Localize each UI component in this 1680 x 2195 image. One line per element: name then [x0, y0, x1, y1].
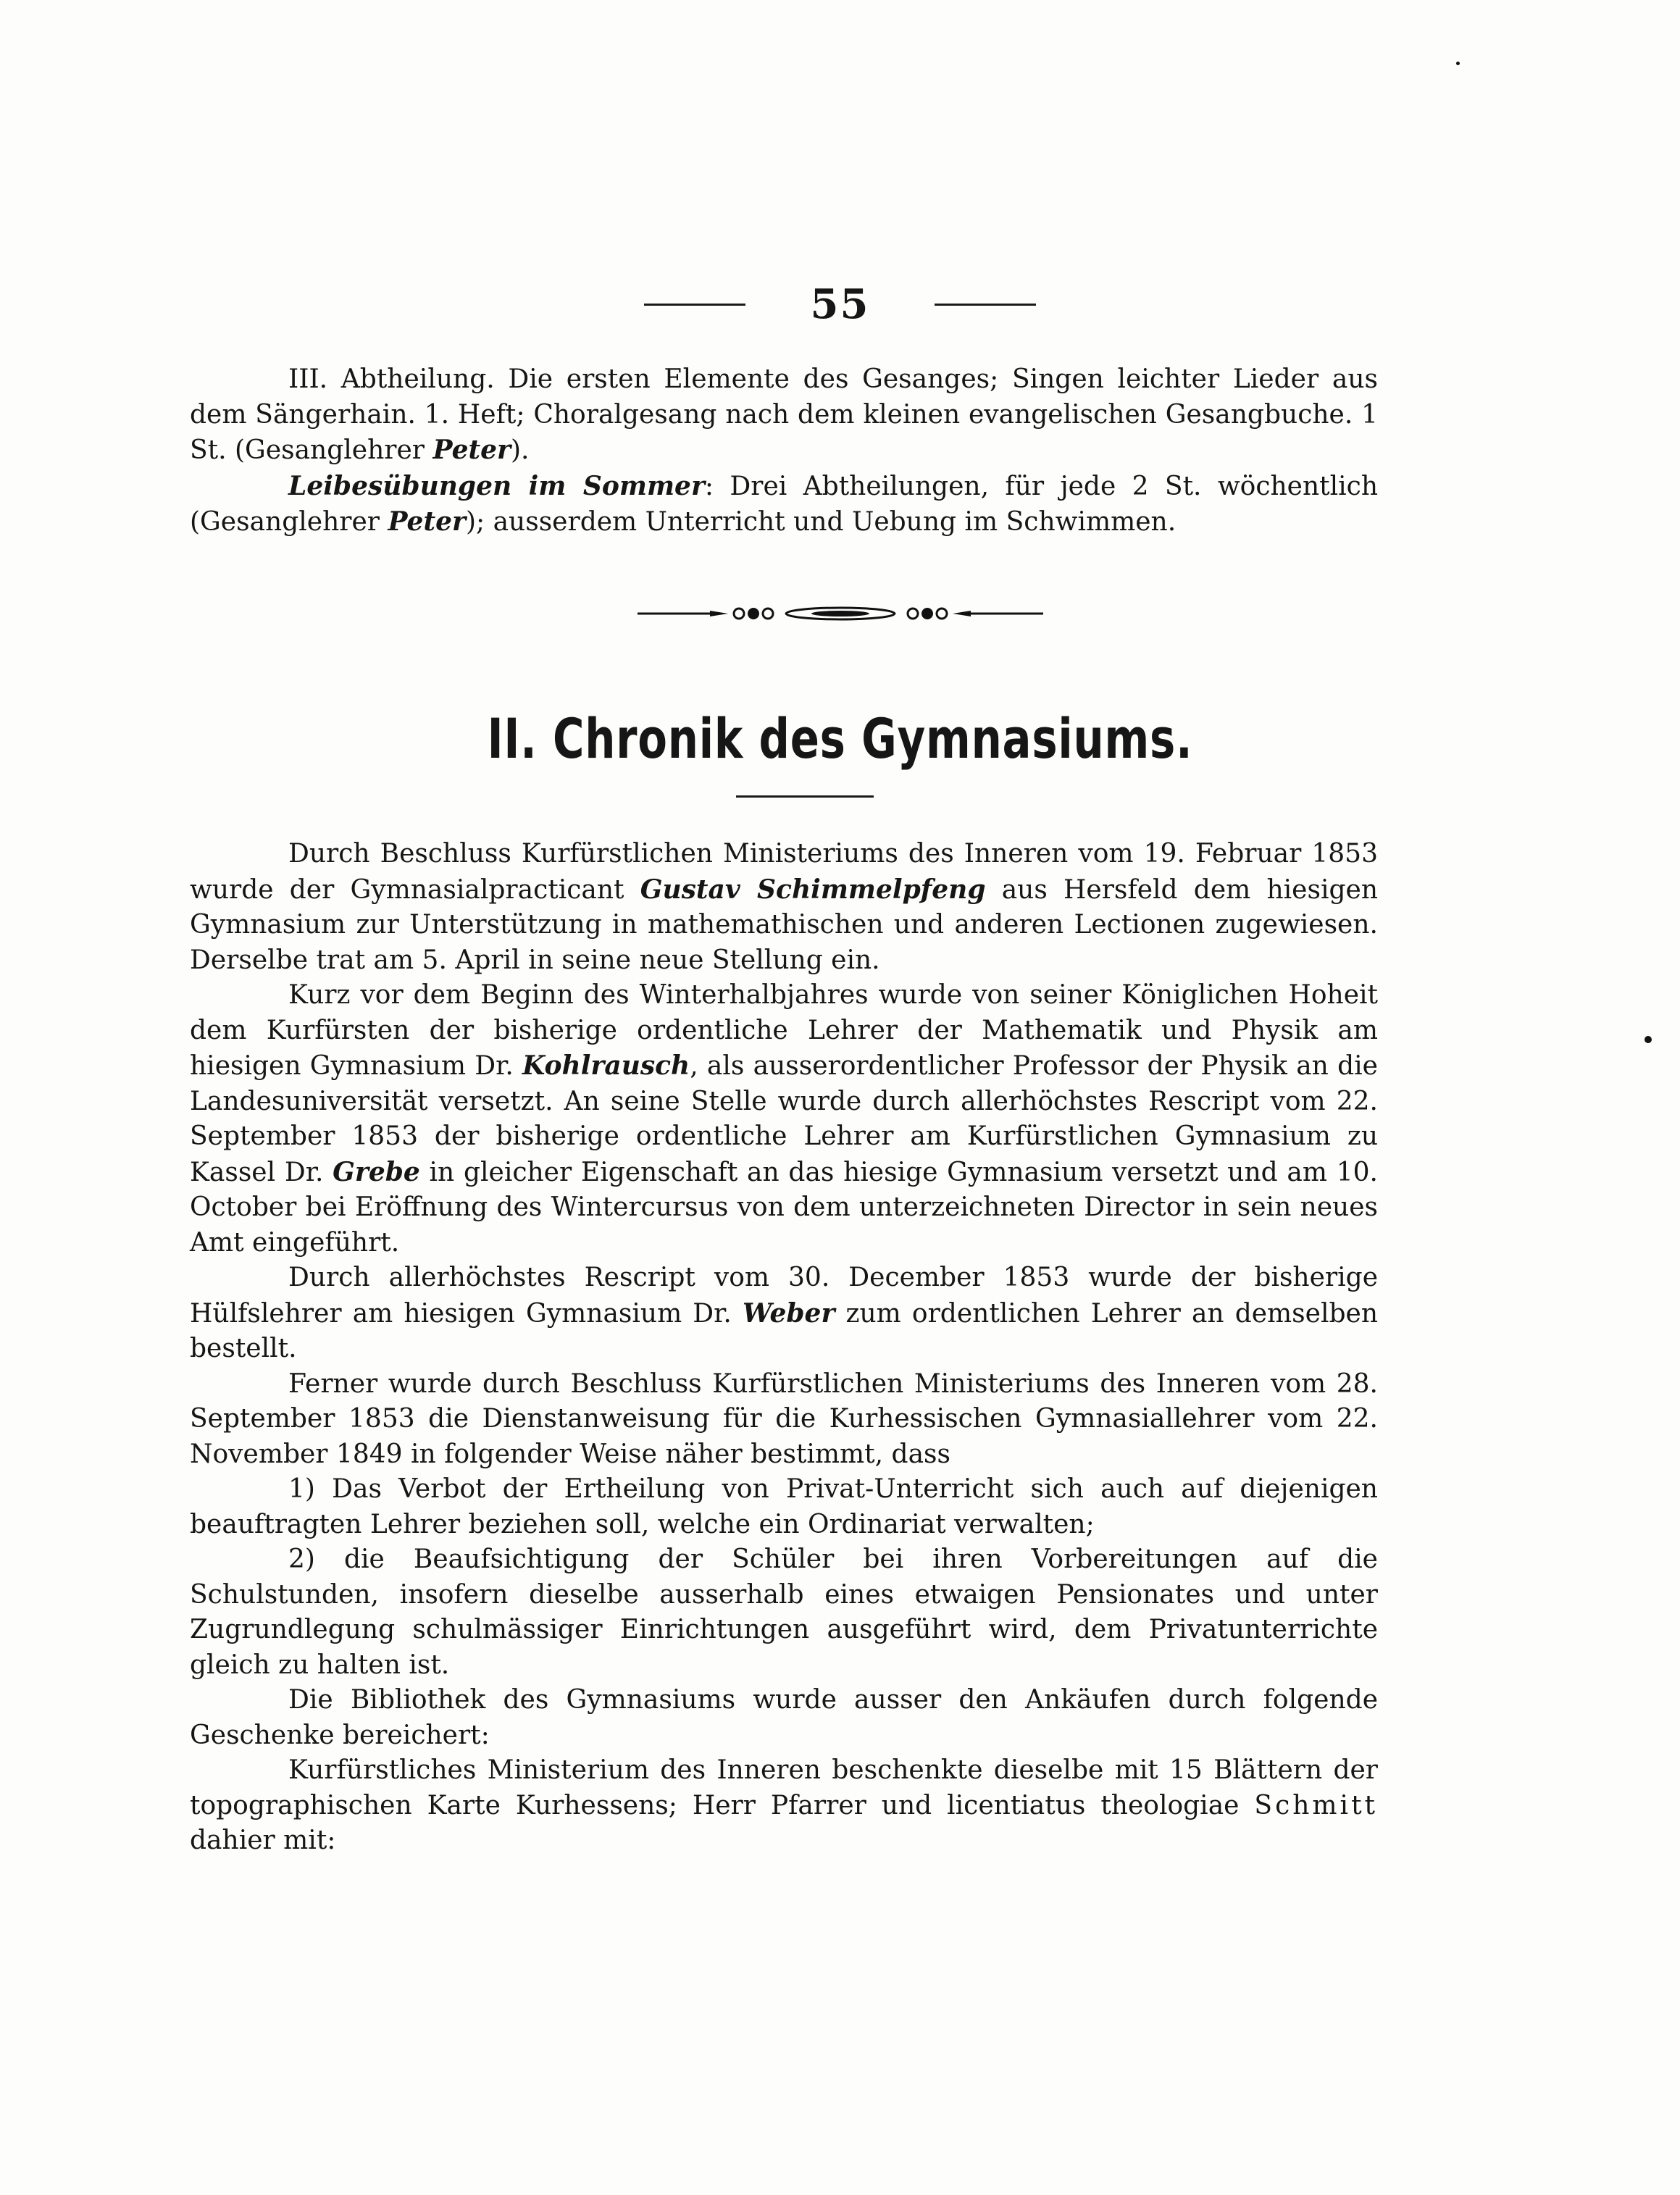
ornament-divider — [638, 603, 1043, 624]
chronicle-paragraph: Durch allerhöchstes Rescript vom 30. December 1853 wurde der bisherige Hülfslehrer am hiesigen Gymnasium Dr. Weber zum ordentlichen Lehrer an demselben bestellt. — [190, 1263, 1379, 1363]
chronicle-paragraph: Kurfürstliches Ministerium des Inneren beschenkte dieselbe mit 15 Blättern der topographischen Karte Kurhessens; Herr Pfarrer und licentiatus theologiae Schmitt dahier mit: — [190, 1755, 1378, 1855]
person-name: Grebe — [333, 1156, 420, 1187]
section-title: II. Chronik des Gymnasiums. — [487, 706, 1193, 771]
teacher-name: Peter — [388, 506, 466, 537]
sports-paragraph: Leibesübungen im Sommer: Drei Abtheilungen, für jede 2 St. wöchentlich (Gesanglehrer Peter); ausserdem Unterricht und Uebung im Schwimmen. — [190, 470, 1379, 537]
sports-label: Leibesübungen im Sommer — [288, 470, 705, 501]
title-rule — [736, 795, 874, 798]
person-name: Gustav Schimmelpfeng — [640, 874, 986, 905]
chronicle-paragraph: Die Bibliothek des Gymnasiums wurde ausser den Ankäufen durch folgende Geschenke bereichert: — [190, 1685, 1378, 1750]
division-label: III. Abtheilung. — [288, 364, 495, 394]
ink-speck — [1456, 62, 1460, 65]
header-rule-left — [644, 304, 745, 306]
ink-speck — [1645, 1036, 1652, 1043]
intro-text — [190, 362, 1378, 540]
teacher-name: Peter — [432, 435, 511, 465]
chronicle-paragraph: Kurz vor dem Beginn des Winterhalbjahres wurde von seiner Königlichen Hoheit dem Kurfürsten der bisherige ordentliche Lehrer der Mathematik und Physik am hiesigen Gymnasium Dr. Kohlrausch, als ausserordentlicher Professor der Physik an die Landesuniversität versetzt. An seine Stelle wurde durch allerhöchstes Rescript vom 22. September 1853 der bisherige ordentliche Lehrer am Kurfürstlichen Gymnasium zu Kassel Dr. Grebe in gleicher Eigenschaft an das hiesige Gymnasium versetzt und am 10. October bei Eröffnung des Wintercursus von dem unterzeichneten Director in sein neues Amt eingeführt. — [190, 980, 1378, 1258]
list-item: 2) die Beaufsichtigung der Schüler bei ihren Vorbereitungen auf die Schulstunden, insofern dieselbe ausserhalb eines etwaigen Pensionates und unter Zugrundlegung schulmässiger Einrichtungen ausgeführt wird, dem Privatunterrichte gleich zu halten ist. — [190, 1544, 1378, 1680]
header-rule-right — [935, 304, 1036, 306]
person-name: Kohlrausch — [522, 1050, 690, 1081]
singing-paragraph: III. Abtheilung. Die ersten Elemente des Gesanges; Singen leichter Lieder aus dem Sängerhain. 1. Heft; Choralgesang nach dem kleinen evangelischen Gesangbuche. 1 St. (Gesanglehrer Peter). — [190, 364, 1378, 465]
page-header — [0, 279, 1680, 330]
person-name: Schmitt — [1254, 1790, 1378, 1820]
chronicle-paragraph: Ferner wurde durch Beschluss Kurfürstlichen Ministeriums des Inneren vom 28. September 1853 die Dienstanweisung für die Kurhessischen Gymnasiallehrer vom 22. November 1849 in folgender Weise näher bestimmt, dass — [190, 1368, 1378, 1469]
chronicle-paragraph: Durch Beschluss Kurfürstlichen Ministeriums des Inneren vom 19. Februar 1853 wurde der Gymnasialpracticant Gustav Schimmelpfeng aus Hersfeld dem hiesigen Gymnasium zur Unterstützung in mathemathischen und anderen Lectionen zugewiesen. Derselbe trat am 5. April in seine neue Stellung ein. — [190, 839, 1379, 975]
page-number: 55 — [810, 280, 870, 328]
person-name: Weber — [742, 1297, 835, 1329]
chronicle-text — [190, 837, 1378, 1859]
list-item: 1) Das Verbot der Ertheilung von Privat-Unterricht sich auch auf diejenigen beauftragten Lehrer beziehen soll, welche ein Ordinariat verwalten; — [190, 1474, 1378, 1539]
